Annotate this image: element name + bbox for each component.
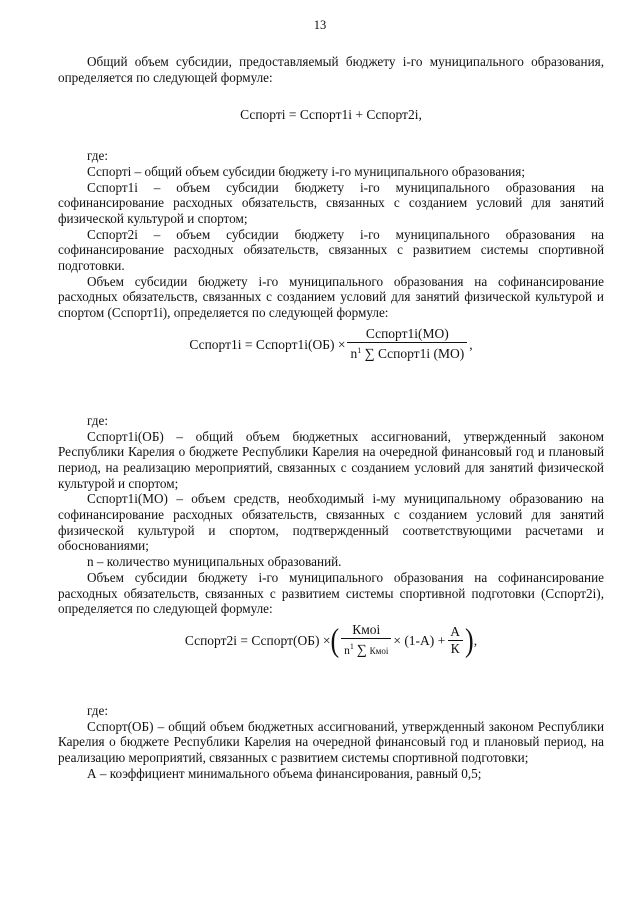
formula1-denominator [347,342,467,362]
formula2-fraction-a [447,625,463,656]
document-body [58,54,604,782]
formula1-lhs: Сспорт1i = Сспорт1i(ОБ) × [189,336,346,352]
definition-sport1-ob: Сспорт1i(ОБ) – общий объем бюджетных ассигнований, утвержденный законом Республики Карелия о бюджете Республики Карелия на очередной финансовый год и плановый период, на реализацию мероприятий, связанных с созданием условий для занятий физической культурой и спортом; [58,428,604,491]
formula1-den-sup: 1 [357,346,362,356]
formula1-den-sum: ∑ [364,347,375,363]
formula-sport1 [58,325,604,365]
formula2-close-paren: ) [465,622,474,659]
formula2-numerator-a: А [450,624,461,640]
page-number: 13 [313,18,327,32]
formula2-den-sum: ∑ [356,643,367,659]
paragraph-sport1-volume: Объем субсидии бюджету i-го муниципального образования на софинансирование расходных обязательств, связанных с созданием условий для занятий физической культурой и спортом (Сспорт1i), определяется по следующей формуле: [58,273,604,321]
formula-sport2 [58,619,604,663]
formula1-tail: , [469,336,473,352]
paragraph-sport2-volume: Объем субсидии бюджету i-го муниципального образования на софинансирование расходных обязательств, связанных с развитием системы спортивной подготовки (Сспорт2i), определяется по следующей формуле: [58,569,604,617]
formula2-den-n: n [344,645,350,658]
formula2-open-paren: ( [330,622,340,659]
definition-sport2-i: Сспорт2i – объем субсидии бюджету i-го муниципального образования на софинансирование расходных обязательств, связанных с развитием системы спортивной подготовки. [58,226,604,274]
formula2-tail: , [473,633,478,649]
formula1-den-term: Сспорт1i (МО) [377,346,465,362]
formula2-numerator: Кмоi [352,622,381,638]
definition-a: А – коэффициент минимального объема финансирования, равный 0,5; [87,765,482,781]
formula1-numerator: Сспорт1i(МО) [365,326,449,342]
definition-sport-i: Сспортi – общий объем субсидии бюджету i-го муниципального образования; [87,163,526,179]
formula2-fraction-k [341,623,391,658]
formula2-denominator-k: К [448,640,463,656]
definition-sport1-mo: Сспорт1i(МО) – объем средств, необходимый i-му муниципальному образованию на софинансирование расходных обязательств, связанных с созданием условий для занятий физической культурой и спортом, подтвержденный соответствующими расчетами и обоснованиями; [58,491,604,554]
where-label-2: где: [87,412,108,428]
definition-sport-ob: Сспорт(ОБ) – общий объем бюджетных ассигнований, утвержденный законом Республики Карелия о бюджете Республики Карелия на очередной финансовый год и плановый период, на реализацию мероприятий, связанных с развитием системы спортивной подготовки; [58,718,604,766]
intro-paragraph: Общий объем субсидии, предоставляемый бюджету i-го муниципального образования, определяется по следующей формуле: [58,54,604,85]
formula2-den-term: Кмоi [369,646,389,657]
formula2-denominator [341,638,391,658]
where-label-1: где: [87,148,108,164]
definition-n: n – количество муниципальных образований. [87,554,342,570]
formula-main: Сспортi = Сспорт1i + Сспорт2i, [240,107,422,123]
formula1-den-n: n [350,346,358,362]
formula2-lhs: Сспорт2i = Сспорт(ОБ) × [184,633,331,649]
where-label-3: где: [87,702,108,718]
formula2-mid: × (1-А) + [393,633,446,649]
formula2-den-sup: 1 [349,642,354,652]
definition-sport1-i: Сспорт1i – объем субсидии бюджету i-го муниципального образования на софинансирование расходных обязательств, связанных с созданием условий для занятий физической культурой и спортом; [58,179,604,226]
formula1-fraction [347,327,467,362]
